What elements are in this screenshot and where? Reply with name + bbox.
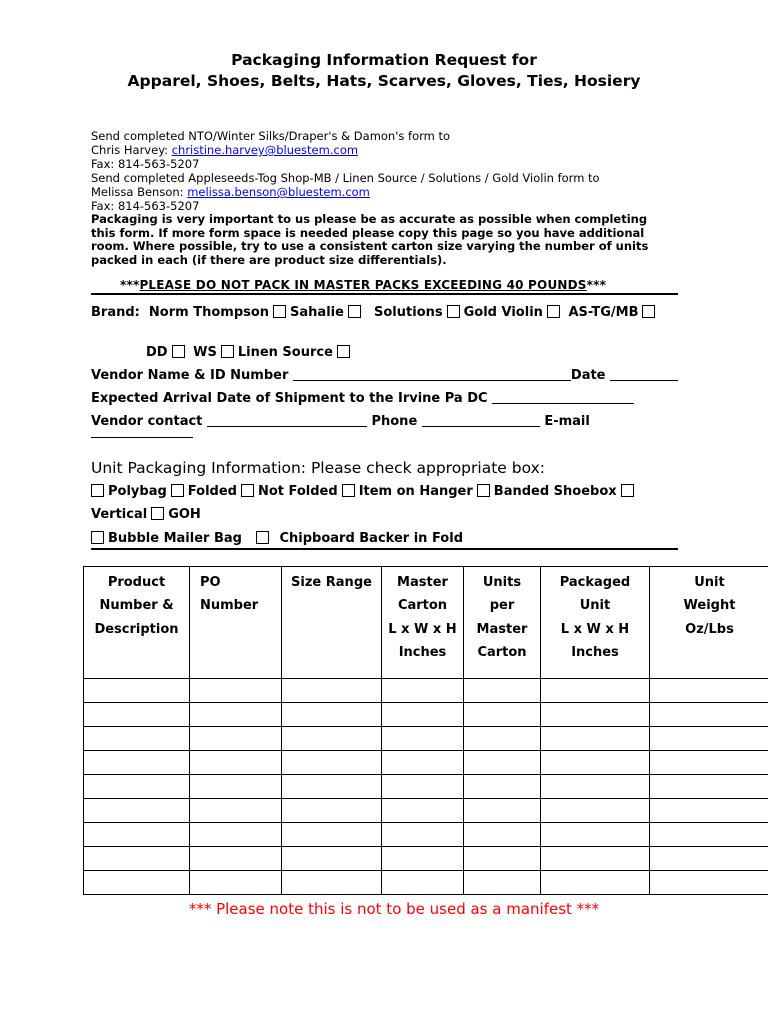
table-cell-input[interactable] (464, 703, 541, 727)
vendor-name-input[interactable] (293, 368, 571, 381)
contact-line-4: Send completed Appleseeds-Tog Shop-MB / Linen Source / Solutions / Gold Violin form to (91, 171, 600, 185)
col-header-packaged-unit-line: Packaged (559, 575, 631, 590)
brand-checkbox-ws[interactable] (221, 345, 234, 358)
table-cell-input[interactable] (190, 799, 282, 823)
form-title-line1: Packaging Information Request for (231, 51, 537, 69)
col-header-master-carton-line: Carton (397, 598, 448, 614)
phone-input[interactable] (422, 414, 540, 427)
packaging-option-not-folded: Not Folded (257, 484, 338, 499)
table-cell-input[interactable] (282, 727, 382, 751)
table-cell-input[interactable] (282, 703, 382, 727)
col-header-unit-weight (650, 567, 768, 679)
vendor-contact-label: Vendor contact (91, 414, 203, 429)
table-cell-input[interactable] (464, 751, 541, 775)
table-cell-input[interactable] (541, 871, 650, 895)
arrival-row (91, 391, 634, 407)
table-cell-input[interactable] (382, 847, 464, 871)
table-cell-input[interactable] (464, 823, 541, 847)
table-cell-input[interactable] (650, 679, 768, 703)
col-header-unit-weight-line: Oz/Lbs (685, 621, 734, 637)
table-cell-input[interactable] (382, 703, 464, 727)
table-cell-input[interactable] (190, 727, 282, 751)
packaging-checkbox-not-folded[interactable] (241, 484, 254, 497)
col-header-packaged-unit-line: L x W x H (560, 621, 630, 637)
table-cell-input[interactable] (541, 775, 650, 799)
contact-name-melissa: Melissa Benson: (91, 185, 188, 199)
table-cell-input[interactable] (650, 871, 768, 895)
brand-checkbox-dd[interactable] (172, 345, 185, 358)
table-row (84, 751, 768, 775)
table-cell-input[interactable] (84, 679, 190, 703)
weight-warning (120, 278, 606, 292)
table-header-row (84, 567, 768, 679)
table-cell-input[interactable] (464, 871, 541, 895)
contact-line-5 (91, 185, 370, 199)
brand-checkbox-linen-source[interactable] (337, 345, 350, 358)
contact-row (91, 414, 590, 430)
packaging-checkbox-banded-shoebox[interactable] (477, 484, 490, 497)
col-header-product-line: Product (107, 575, 166, 590)
table-row (84, 799, 768, 823)
table-cell-input[interactable] (650, 847, 768, 871)
table-cell-input[interactable] (190, 751, 282, 775)
table-cell-input[interactable] (190, 703, 282, 727)
table-cell-input[interactable] (382, 871, 464, 895)
table-cell-input[interactable] (84, 799, 190, 823)
brand-checkbox-as-tg-mb[interactable] (642, 305, 655, 318)
packaging-checkbox-folded[interactable] (171, 484, 184, 497)
date-label: Date (570, 368, 606, 383)
vendor-name-label: Vendor Name & ID Number (91, 368, 289, 383)
table-row (84, 703, 768, 727)
brand-checkbox-norm-thompson[interactable] (273, 305, 286, 318)
email-link-christine[interactable]: christine.harvey@bluestem.com (171, 143, 359, 157)
brand-option-gold-violin-label: Gold Violin (463, 305, 543, 320)
table-row (84, 823, 768, 847)
arrival-label: Expected Arrival Date of Shipment to the Irvine Pa DC (91, 391, 488, 406)
col-header-unit-weight-line: Unit (694, 575, 725, 590)
table-cell-input[interactable] (650, 799, 768, 823)
col-header-po (190, 567, 282, 679)
table-cell-input[interactable] (282, 751, 382, 775)
table-cell-input[interactable] (464, 775, 541, 799)
unit-packaging-heading: Unit Packaging Information: Please check appropriate box: (91, 459, 545, 477)
brand-option-ws-label: WS (193, 345, 217, 360)
brand-checkbox-sahalie[interactable] (348, 305, 361, 318)
packaging-checkbox-goh[interactable] (151, 507, 164, 520)
table-cell-input[interactable] (282, 823, 382, 847)
table-row (84, 847, 768, 871)
packaging-row-3 (87, 531, 463, 547)
packaging-checkbox-item-on-hanger[interactable] (342, 484, 355, 497)
email-input[interactable] (91, 437, 193, 438)
table-cell-input[interactable] (650, 775, 768, 799)
table-cell-input[interactable] (541, 703, 650, 727)
table-cell-input[interactable] (190, 679, 282, 703)
table-cell-input[interactable] (190, 847, 282, 871)
table-cell-input[interactable] (282, 799, 382, 823)
table-cell-input[interactable] (464, 727, 541, 751)
table-cell-input[interactable] (650, 703, 768, 727)
packaging-checkbox-vertical[interactable] (621, 484, 634, 497)
table-cell-input[interactable] (84, 871, 190, 895)
col-header-packaged-unit-line: Inches (571, 645, 619, 661)
packaging-option-banded-shoebox: Banded Shoebox (493, 484, 617, 499)
brand-row-1 (91, 305, 659, 321)
table-row (84, 871, 768, 895)
brand-label: Brand: (91, 305, 140, 320)
packaging-row-1 (87, 484, 638, 500)
brand-option-norm-thompson-label: Norm Thompson (148, 305, 270, 320)
brand-row-2 (146, 345, 354, 361)
contact-name-chris: Chris Harvey: (91, 143, 172, 157)
packaging-option-chipboard-backer: Chipboard Backer in Fold (279, 531, 463, 546)
col-header-packaged-unit (541, 567, 650, 679)
table-cell-input[interactable] (282, 679, 382, 703)
col-header-packaged-unit-line: Unit (579, 598, 611, 614)
fax-line-1: Fax: 814-563-5207 (91, 157, 200, 171)
table-cell-input[interactable] (382, 751, 464, 775)
table-cell-input[interactable] (650, 751, 768, 775)
warning-prefix: *** (120, 278, 140, 292)
table-cell-input[interactable] (84, 823, 190, 847)
col-header-size-range-line: Size Range (291, 575, 372, 590)
col-header-master-carton-line: L x W x H (388, 621, 457, 637)
email-label: E-mail (544, 414, 590, 429)
packaging-option-polybag: Polybag (108, 484, 167, 499)
manifest-note: *** Please note this is not to be used as a manifest *** (188, 900, 600, 918)
col-header-product-line: Number & (99, 598, 174, 614)
brand-checkbox-solutions[interactable] (447, 305, 460, 318)
col-header-po-line: Number (200, 598, 259, 614)
table-cell-input[interactable] (650, 727, 768, 751)
arrival-date-input[interactable] (492, 391, 634, 404)
table-cell-input[interactable] (382, 823, 464, 847)
col-header-po-line: PO (200, 575, 221, 590)
table-cell-input[interactable] (282, 847, 382, 871)
table-cell-input[interactable] (464, 679, 541, 703)
warning-text: PLEASE DO NOT PACK IN MASTER PACKS EXCEEDING 40 POUNDS (139, 278, 587, 292)
table-cell-input[interactable] (84, 727, 190, 751)
packaging-row-2 (91, 507, 201, 523)
col-header-units-line: Master (476, 621, 528, 637)
table-cell-input[interactable] (541, 727, 650, 751)
table-cell-input[interactable] (190, 775, 282, 799)
table-cell-input[interactable] (382, 799, 464, 823)
date-input[interactable] (610, 368, 678, 381)
packaging-table (83, 566, 768, 895)
table-cell-input[interactable] (84, 751, 190, 775)
packaging-checkbox-chipboard-backer[interactable] (256, 531, 269, 544)
col-header-product (84, 567, 190, 679)
packaging-option-vertical: Vertical (91, 507, 148, 522)
col-header-size-range (282, 567, 382, 679)
col-header-master-carton-line: Master (397, 575, 448, 590)
table-cell-input[interactable] (541, 823, 650, 847)
email-link-melissa[interactable]: melissa.benson@bluestem.com (187, 185, 370, 199)
col-header-units-per-carton (464, 567, 541, 679)
table-cell-input[interactable] (382, 727, 464, 751)
contact-line-1: Send completed NTO/Winter Silks/Draper's & Damon's form to (91, 129, 451, 143)
col-header-master-carton-line: Inches (398, 645, 447, 661)
brand-option-solutions-label: Solutions (374, 305, 443, 320)
table-cell-input[interactable] (382, 775, 464, 799)
table-cell-input[interactable] (84, 775, 190, 799)
table-row (84, 727, 768, 751)
table-cell-input[interactable] (382, 679, 464, 703)
instructions-paragraph: Packaging is very important to us please be as accurate as possible when completing this form. If more form space is needed please copy this page so you have additional room. Where possible, try to use a consistent carton size varying the number of units packed in each (if there are product size differentials). (91, 212, 649, 267)
col-header-product-line: Description (94, 621, 179, 637)
packaging-option-item-on-hanger: Item on Hanger (358, 484, 473, 499)
packaging-rule (91, 548, 678, 550)
table-cell-input[interactable] (282, 871, 382, 895)
table-cell-input[interactable] (541, 751, 650, 775)
fax-line-2: Fax: 814-563-5207 (91, 199, 200, 213)
warning-rule (91, 293, 678, 295)
col-header-units-line: Units (482, 575, 522, 590)
brand-option-dd-label: DD (146, 345, 168, 360)
table-cell-input[interactable] (282, 775, 382, 799)
table-cell-input[interactable] (650, 823, 768, 847)
brand-checkbox-gold-violin[interactable] (547, 305, 560, 318)
warning-suffix: *** (586, 278, 607, 292)
table-cell-input[interactable] (464, 847, 541, 871)
table-cell-input[interactable] (464, 799, 541, 823)
table-cell-input[interactable] (541, 679, 650, 703)
packaging-checkbox-polybag[interactable] (91, 484, 104, 497)
table-cell-input[interactable] (541, 799, 650, 823)
table-cell-input[interactable] (190, 823, 282, 847)
packaging-option-goh: GOH (168, 507, 201, 522)
table-row (84, 775, 768, 799)
form-title-line2: Apparel, Shoes, Belts, Hats, Scarves, Gloves, Ties, Hosiery (127, 72, 641, 90)
packaging-checkbox-bubble-mailer-bag[interactable] (91, 531, 104, 544)
table-cell-input[interactable] (190, 871, 282, 895)
col-header-units-line: Carton (477, 645, 527, 661)
table-row (84, 679, 768, 703)
col-header-units-line: per (489, 598, 515, 614)
vendor-name-row (91, 368, 678, 384)
col-header-master-carton (382, 567, 464, 679)
vendor-contact-input[interactable] (207, 414, 367, 427)
brand-option-linen-source-label: Linen Source (237, 345, 333, 360)
brand-option-as-tg-mb-label: AS-TG/MB (568, 305, 639, 320)
table-cell-input[interactable] (84, 703, 190, 727)
brand-option-sahalie-label: Sahalie (290, 305, 344, 320)
table-cell-input[interactable] (84, 847, 190, 871)
contact-line-2 (91, 143, 358, 157)
packaging-option-folded: Folded (187, 484, 237, 499)
col-header-unit-weight-line: Weight (683, 598, 736, 614)
packaging-option-bubble-mailer-bag: Bubble Mailer Bag (108, 531, 242, 546)
table-cell-input[interactable] (541, 847, 650, 871)
phone-label: Phone (371, 414, 418, 429)
